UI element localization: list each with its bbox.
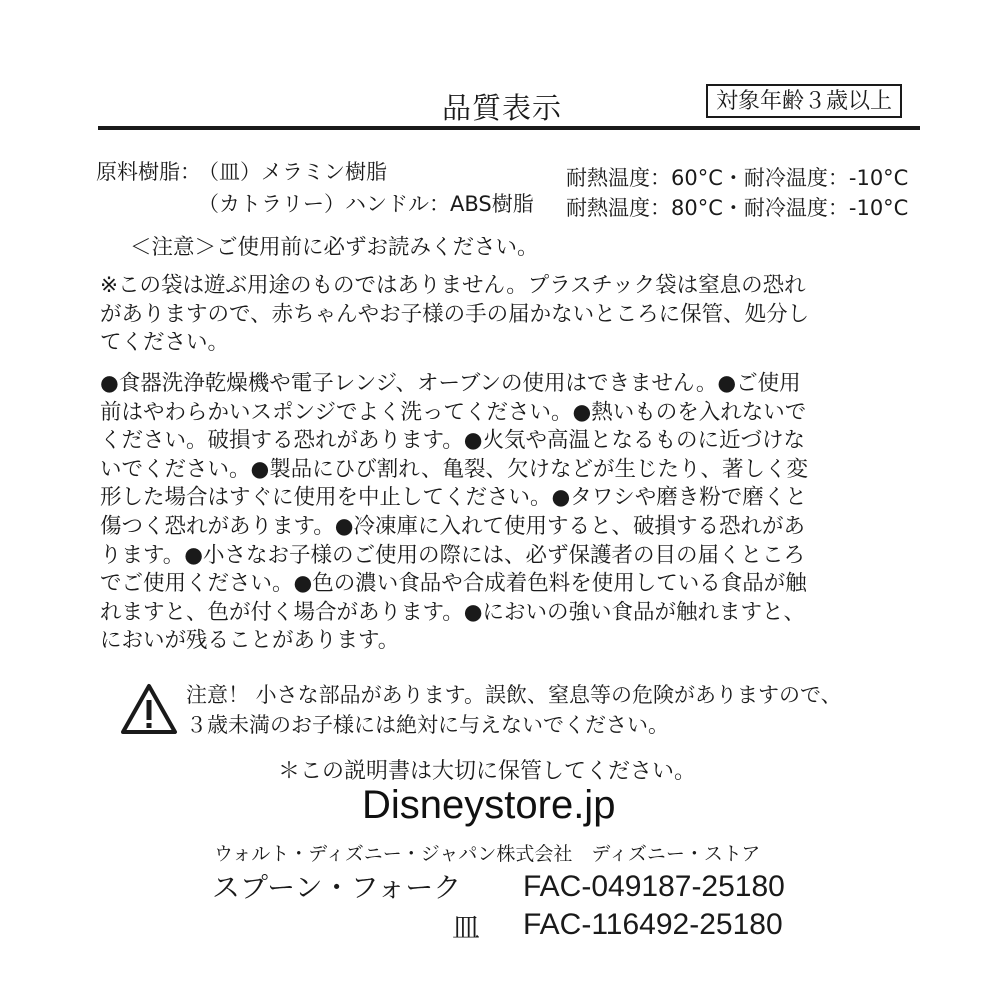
company-name: ウォルト・ディズニー・ジャパン株式会社 ディズニー・ストア [214,843,761,865]
product-code: FAC-049187-25180 [523,870,785,903]
caution-list [100,370,915,656]
text-line: てください。 [100,330,230,356]
product-code: FAC-116492-25180 [523,908,783,941]
warning-triangle-icon [120,683,178,735]
website-url: Disneystore.jp [362,783,616,827]
notice-header: ＜注意＞ご使用前に必ずお読みください。 [130,235,539,260]
materials-label: 原料樹脂： [96,160,201,184]
text-line: においが残ることがあります。 [100,628,400,654]
product-name: 皿 [452,911,481,944]
product-name: スプーン・フォーク [212,871,462,904]
text-line: ください。破損する恐れがあります。●火気や高温となるものに近づけな [100,428,806,454]
heat-tolerance: 耐熱温度：60°C・耐冷温度：-10°C [566,166,909,190]
heat-tolerance: 耐熱温度：80°C・耐冷温度：-10°C [566,196,909,220]
text-line: れますと、色が付く場合があります。●においの強い食品が触れますと、 [100,599,806,625]
page-title: 品質表示 [442,91,563,125]
text-line: でご使用ください。●色の濃い食品や合成着色料を使用している食品が触 [100,571,807,597]
text-line: 形した場合はすぐに使用を中止してください。●タワシや磨き粉で磨くと [100,485,807,511]
material-item: （カトラリー）ハンドル：ABS樹脂 [198,192,534,216]
text-line: 前はやわらかいスポンジでよく洗ってください。●熱いものを入れないで [100,399,807,425]
text-line: ※この袋は遊ぶ用途のものではありません。プラスチック袋は窒息の恐れ [100,273,806,298]
text-line: ります。●小さなお子様のご使用の際には、必ず保護者の目の届くところ [100,542,806,568]
material-item: （皿）メラミン樹脂 [198,160,387,184]
warning-text: ３歳未満のお子様には絶対に与えないでください。 [186,713,669,737]
header-divider [98,126,920,130]
text-line: いでください。●製品にひび割れ、亀裂、欠けなどが生じたり、著しく変 [100,456,809,482]
age-badge: 対象年齢３歳以上 [706,84,902,118]
text-line: がありますので、赤ちゃんやお子様の手の届かないところに保管、処分し [100,301,810,327]
bag-notice [100,272,915,358]
text-line: ●食器洗浄乾燥機や電子レンジ、オーブンの使用はできません。●ご使用 [100,371,801,396]
text-line: 傷つく恐れがあります。●冷凍庫に入れて使用すると、破損する恐れがあ [100,513,806,539]
keep-manual-notice: ＊この説明書は大切に保管してください。 [278,759,697,784]
warning-text: 注意！ 小さな部品があります。誤飲、窒息等の危険がありますので、 [186,683,842,707]
